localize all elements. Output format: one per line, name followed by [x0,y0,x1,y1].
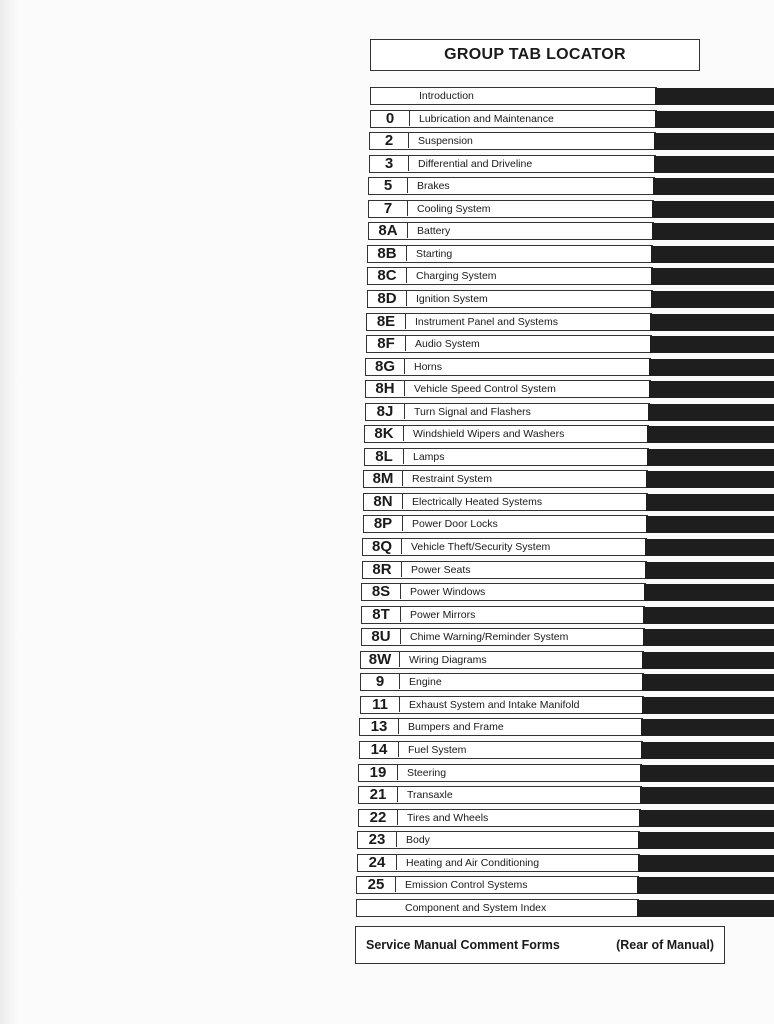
tab-marker [647,449,774,466]
tab-marker [648,404,774,421]
tab-code: 8C [368,268,407,283]
tab-marker [650,314,774,331]
tab-label: Cooling System [417,203,491,215]
tab-label: Electrically Heated Systems [412,496,543,508]
tab-code: 8H [366,381,405,396]
tab-code: 8A [369,223,408,238]
tab-label: Vehicle Theft/Security System [411,541,551,553]
tab-entry[interactable] [358,809,641,827]
tab-row [367,267,774,285]
tab-marker [637,877,774,894]
tab-row [365,380,774,398]
tab-marker [646,516,774,533]
tab-code: 23 [358,832,397,847]
tab-row [363,470,774,488]
tab-code: 8F [367,336,406,351]
tab-marker [654,133,774,150]
tab-code: 8E [367,314,406,329]
tab-marker [651,291,774,308]
tab-code: 8R [363,562,402,577]
tab-entry[interactable] [362,561,647,579]
comment-forms-box[interactable] [355,926,725,964]
tab-entry[interactable] [368,200,654,218]
tab-row [358,786,774,804]
tab-label: Tires and Wheels [407,812,489,824]
tab-marker [641,719,774,736]
tab-marker [638,832,774,849]
tab-marker [640,787,774,804]
tab-row [365,358,774,376]
tab-code: 8L [365,449,404,464]
tab-entry[interactable] [370,110,657,128]
tab-code [357,900,395,915]
tab-label: Brakes [417,180,450,192]
tab-row [363,493,774,511]
comment-forms-label: Service Manual Comment Forms [366,938,560,952]
tab-entry[interactable] [367,290,653,308]
tab-marker [645,539,774,556]
tab-entry[interactable] [363,515,648,533]
tab-entry[interactable] [366,313,652,331]
page-title: GROUP TAB LOCATOR [370,39,700,71]
tab-row [357,831,774,849]
tab-row [369,155,774,173]
tab-code: 8M [364,471,403,486]
tab-row [362,538,774,556]
tab-code: 9 [361,674,400,689]
tab-row [360,696,774,714]
tab-row [370,87,774,105]
tab-marker [643,629,774,646]
tab-row [367,290,774,308]
tab-code: 8G [366,359,405,374]
tab-label: Fuel System [408,744,467,756]
tab-marker [649,359,774,376]
tab-row [366,335,774,353]
tab-row [358,764,774,782]
tab-row [362,561,774,579]
tab-row [361,583,774,601]
tab-row [356,876,774,894]
tab-label: Restraint System [412,473,492,485]
tab-label: Horns [414,361,443,373]
tab-row [365,403,774,421]
tab-entry[interactable] [364,425,649,443]
tab-row [368,177,774,195]
tab-code: 8N [364,494,403,509]
tab-code: 8Q [363,539,402,554]
tab-row [368,222,774,240]
tab-marker [640,765,774,782]
tab-marker [653,178,774,195]
tab-marker [652,201,774,218]
tab-code: 8W [361,652,400,667]
tab-marker [645,562,774,579]
tab-marker [650,336,774,353]
tab-label: Ignition System [416,293,488,305]
tab-entry[interactable] [367,245,653,263]
tab-marker [646,494,774,511]
tab-row [366,313,774,331]
tab-entry[interactable] [356,876,639,894]
tab-label: Heating and Air Conditioning [406,857,540,869]
tab-entry[interactable] [368,177,655,195]
tab-entry[interactable] [365,380,651,398]
tab-row [360,673,774,691]
tab-label: Wiring Diagrams [409,654,487,666]
tab-marker [647,426,774,443]
tab-marker [643,607,774,624]
tab-marker [644,584,774,601]
tab-entry[interactable] [365,403,650,421]
tab-row [358,809,774,827]
tab-label: Starting [416,248,453,260]
tab-entry[interactable] [366,335,652,353]
tab-label: Emission Control Systems [405,879,528,891]
tab-label: Lubrication and Maintenance [419,113,554,125]
tab-row [360,651,774,669]
tab-marker [637,900,774,917]
tab-label: Transaxle [407,789,453,801]
tab-label: Body [406,834,430,846]
tab-label: Steering [407,767,447,779]
tab-code: 0 [371,111,410,126]
tab-label: Vehicle Speed Control System [414,383,556,395]
tab-entry[interactable] [357,831,640,849]
tab-row [368,200,774,218]
tab-row [363,515,774,533]
tab-marker [642,697,774,714]
tab-marker [649,381,774,398]
tab-code: 5 [369,178,408,193]
tab-marker [655,111,774,128]
tab-entry[interactable] [360,651,644,669]
tab-row [370,110,774,128]
tab-code: 8P [364,516,403,531]
tab-row [364,425,774,443]
tab-label: Power Windows [410,586,486,598]
tab-entry[interactable] [360,696,644,714]
tab-marker [651,268,774,285]
tab-marker [638,855,774,872]
tab-label: Battery [417,225,451,237]
tab-label: Lamps [413,451,445,463]
rear-of-manual-label: (Rear of Manual) [616,938,714,952]
tab-marker [639,810,774,827]
tab-row [369,132,774,150]
tab-entry[interactable] [367,267,653,285]
tab-entry[interactable] [361,583,646,601]
tab-label: Component and System Index [405,902,547,914]
tab-entry[interactable] [363,470,648,488]
tab-code: 24 [358,855,397,870]
tab-label: Differential and Driveline [418,158,533,170]
tab-row [364,448,774,466]
tab-marker [646,471,774,488]
tab-label: Exhaust System and Intake Manifold [409,699,580,711]
tab-code: 8K [365,426,404,441]
tab-code: 22 [359,810,398,825]
tab-code: 7 [369,201,408,216]
tab-row [356,899,774,917]
tab-entry[interactable] [369,155,656,173]
tab-code: 8B [368,246,407,261]
tab-row [367,245,774,263]
tab-entry[interactable] [363,493,648,511]
tab-label: Bumpers and Frame [408,721,504,733]
tab-code: 8T [362,607,401,622]
tab-code: 13 [360,719,399,734]
tab-label: Introduction [419,90,474,102]
tab-label: Instrument Panel and Systems [415,316,558,328]
tab-marker [655,88,774,105]
tab-row [361,606,774,624]
tab-marker [654,156,774,173]
tab-label: Turn Signal and Flashers [414,406,531,418]
tab-code: 8U [362,629,401,644]
tab-code: 25 [357,877,396,892]
tab-entry[interactable] [365,358,651,376]
tab-entry[interactable] [358,786,642,804]
tab-entry[interactable] [359,741,643,759]
tab-entry[interactable] [361,606,645,624]
tab-marker [641,742,774,759]
tab-code: 21 [359,787,398,802]
tab-row [359,718,774,736]
tab-label: Audio System [415,338,480,350]
tab-label: Power Door Locks [412,518,498,530]
tab-row [361,628,774,646]
tab-code [371,88,409,103]
tab-marker [651,246,774,263]
tab-entry[interactable] [359,718,643,736]
tab-marker [642,674,774,691]
tab-label: Power Mirrors [410,609,476,621]
tab-entry[interactable] [358,764,642,782]
tab-row [357,854,774,872]
tab-entry[interactable] [361,628,645,646]
tab-entry[interactable] [370,87,657,105]
tab-entry[interactable] [357,854,640,872]
tab-label: Windshield Wipers and Washers [413,428,565,440]
tab-code: 8J [366,404,405,419]
tab-code: 14 [360,742,399,757]
tab-code: 19 [359,765,398,780]
tab-entry[interactable] [368,222,654,240]
tab-code: 3 [370,156,409,171]
tab-entry[interactable] [356,899,639,917]
tab-code: 11 [361,697,400,712]
tab-entry[interactable] [362,538,647,556]
tab-entry[interactable] [369,132,656,150]
tab-row [359,741,774,759]
tab-entry[interactable] [364,448,649,466]
tab-code: 2 [370,133,409,148]
tab-label: Suspension [418,135,473,147]
tab-label: Charging System [416,270,497,282]
tab-label: Power Seats [411,564,471,576]
tab-marker [642,652,774,669]
tab-label: Chime Warning/Reminder System [410,631,569,643]
tab-marker [652,223,774,240]
tab-label: Engine [409,676,442,688]
tab-code: 8S [362,584,401,599]
tab-entry[interactable] [360,673,644,691]
tab-code: 8D [368,291,407,306]
